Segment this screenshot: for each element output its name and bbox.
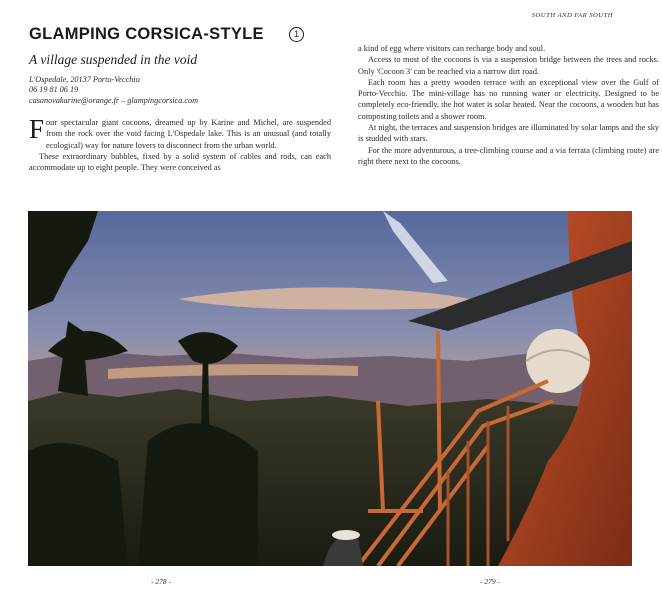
entry-number-badge: 1	[289, 27, 304, 42]
paragraph: a kind of egg where visitors can recharge body and soul.	[358, 44, 546, 53]
page-number-left: - 278 -	[151, 577, 171, 586]
running-head: SOUTH AND FAR SOUTH	[531, 12, 613, 19]
cocoon	[526, 329, 590, 393]
contact-address: L'Ospedale, 20137 Porto-Vecchio	[29, 75, 140, 84]
body-text-right	[358, 43, 659, 167]
paragraph: Access to most of the cocoons is via a suspension bridge between the trees and rocks. Only 'Cocoon 3' can be reached via a narrow dirt road.	[358, 55, 659, 76]
contact-phone: 06 19 81 06 19	[29, 85, 79, 95]
drop-cap: F	[29, 114, 45, 144]
body-text-left	[29, 114, 331, 173]
contact-email-website: casanovakarine@orange.fr – glampingcorsica.com	[29, 95, 198, 105]
paragraph: Each room has a pretty wooden terrace with an exceptional view over the Gulf of Porto-Vecchio. The mini-village has no running water or electricity. Designed to be completely eco-friendly, the hot water is solar heated. Near the cocoons, a wooden hut has composting toilets and a shower room.	[358, 77, 659, 121]
subtitle: A village suspended in the void	[29, 52, 198, 67]
page-title: GLAMPING CORSICA-STYLE	[29, 25, 264, 43]
paragraph: For the more adventurous, a tree-climbing course and a via ferrata (climbing route) are right there next to the cocoons.	[358, 145, 659, 166]
page-number-right: - 279 -	[480, 577, 500, 586]
paragraph: These extraordinary bubbles, fixed by a solid system of cables and rods, can each accommodate up to eight people. They were conceived as	[29, 151, 331, 173]
contact-block	[29, 75, 198, 106]
paragraph: At night, the terraces and suspension bridges are illuminated by solar lamps and the sky is studded with stars.	[358, 123, 660, 144]
photo-illustration	[28, 211, 632, 566]
sunset-photo	[28, 211, 632, 566]
paragraph: Four spectacular giant cocoons, dreamed up by Karine and Michel, are suspended from the rock over the void facing L'Ospedale lake. This is an unusual (and totally ecological) way for nature lovers to disconnect from the urban world.	[29, 114, 331, 150]
